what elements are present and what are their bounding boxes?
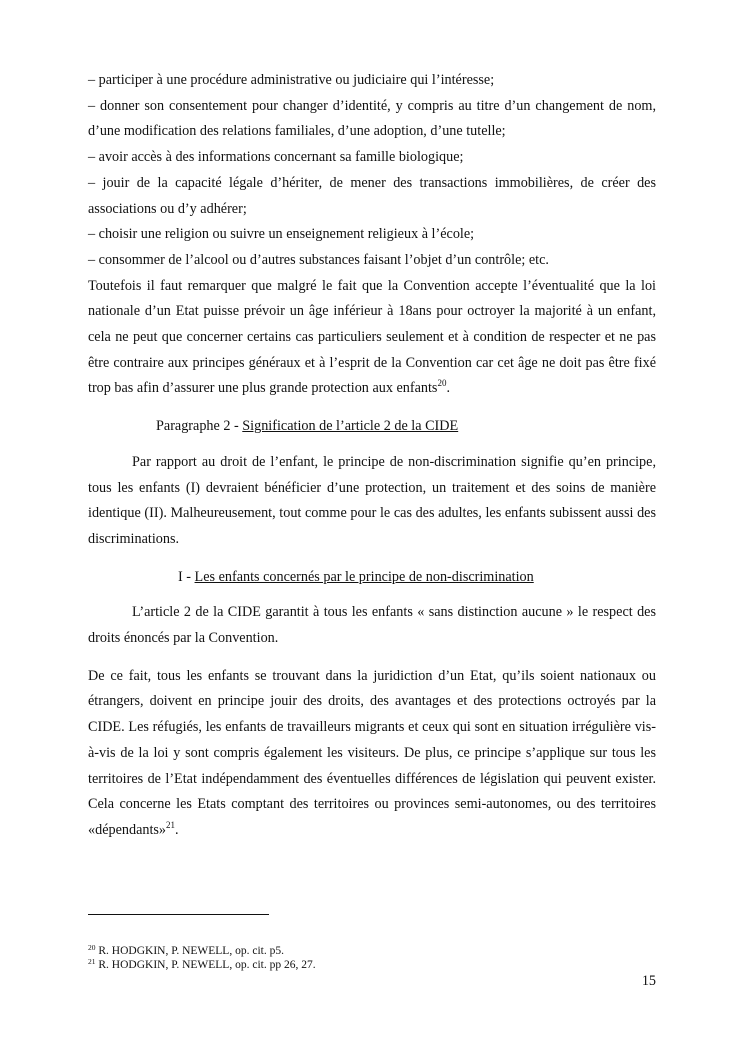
- list-item: – participer à une procédure administrative ou judiciaire qui l’intéresse;: [88, 72, 495, 88]
- list-item: – donner son consentement pour changer d’identité, y compris au titre d’un changement de nom, d’une modification des relations familiales, d’une adoption, d’une tutelle;: [88, 97, 656, 140]
- paragraph-text: Toutefois il faut remarquer que malgré le fait que la Convention accepte l’éventualité que la loi nationale d’un Etat puisse prévoir un âge inférieur à 18ans pour octroyer la majorité à un enfant, cela ne peut que concerner certains cas particuliers seulement et à condition de respecter et ne pas être contraire aux principes généraux et à l’esprit de la Convention car cet âge ne doit pas être fixé trop bas afin d’assurer une plus grande protection aux enfants: [88, 277, 656, 397]
- paragraph-end: .: [446, 380, 450, 397]
- paragraph-heading: [88, 414, 656, 440]
- footnote: [88, 944, 316, 958]
- body-text: [88, 68, 656, 844]
- paragraph-intro: Par rapport au droit de l’enfant, le principe de non-discrimination signifie qu’en principe, tous les enfants (I) devraient bénéficier d’une protection, un traitement et des soins de manière identique (II). Malheureusement, tout comme pour le cas des adultes, les enfants subissent aussi des discriminations.: [88, 453, 656, 547]
- footnote-number: 21: [88, 957, 96, 966]
- paragraph-end: .: [175, 821, 179, 838]
- paragraph-text: De ce fait, tous les enfants se trouvant dans la juridiction d’un Etat, qu’ils soient nationaux ou étrangers, doivent en principe jouir des droits, des avantages et des protections octroyés par la CIDE. Les réfugiés, les enfants de travailleurs migrants et ceux qui sont en situation irrégulière vis-à-vis de la loi y sont compris également les visiteurs. De plus, ce principe s’applique sur tous les territoires de l’Etat indépendamment des éventuelles différences de législation qui peuvent exister. Cela concerne les Etats comptant des territoires ou provinces semi-autonomes, ou des territoires «dépendants»: [88, 667, 656, 838]
- footnote-separator: [88, 914, 269, 915]
- footnote: [88, 958, 316, 972]
- footnote-text: R. HODGKIN, P. NEWELL, op. cit. p5.: [95, 945, 284, 957]
- list-item: – jouir de la capacité légale d’hériter, de mener des transactions immobilières, de créer des associations ou d’y adhérer;: [88, 174, 656, 217]
- footnote-ref: 20: [437, 378, 447, 389]
- footnotes: [88, 944, 316, 972]
- list-item: – consommer de l’alcool ou d’autres substances faisant l’objet d’un contrôle; etc.: [88, 251, 549, 268]
- section-heading: [88, 565, 656, 591]
- heading-title: Les enfants concernés par le principe de non-discrimination: [194, 568, 534, 585]
- footnote-number: 20: [88, 943, 96, 952]
- heading-prefix: I -: [178, 568, 195, 585]
- paragraph-toutefois: [88, 274, 656, 403]
- footnote-ref: 21: [166, 819, 176, 830]
- footnote-text: R. HODGKIN, P. NEWELL, op. cit. pp 26, 27.: [95, 959, 316, 971]
- paragraph-article2: L’article 2 de la CIDE garantit à tous les enfants « sans distinction aucune » le respect des droits énoncés par la Convention.: [88, 604, 656, 647]
- heading-prefix: Paragraphe 2 -: [156, 418, 243, 435]
- list-item: – avoir accès à des informations concernant sa famille biologique;: [88, 149, 464, 166]
- list-item: – choisir une religion ou suivre un enseignement religieux à l’école;: [88, 226, 475, 243]
- heading-title: Signification de l’article 2 de la CIDE: [242, 418, 459, 435]
- page-number: 15: [641, 973, 656, 989]
- paragraph-de-ce-fait: [88, 664, 656, 844]
